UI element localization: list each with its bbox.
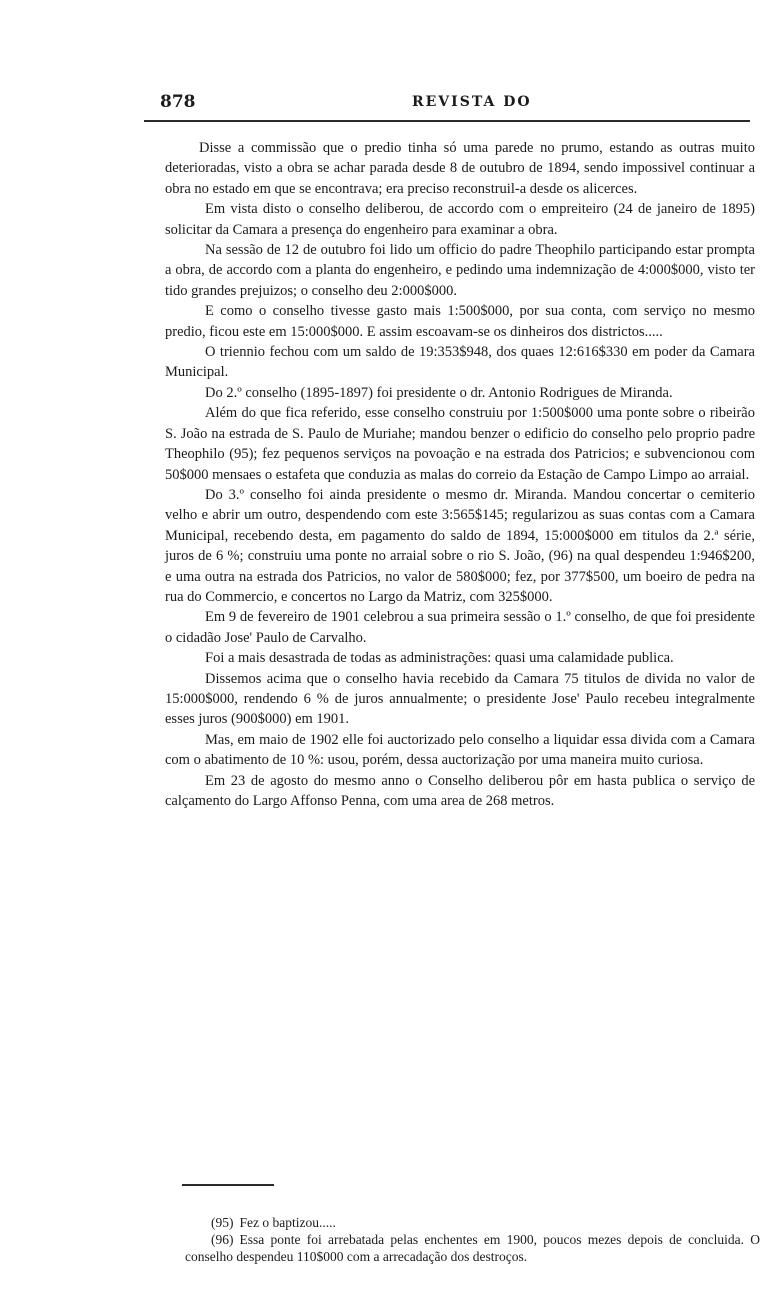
paragraph: Na sessão de 12 de outubro foi lido um officio do padre Theophilo participando estar prompta a obra, de accordo com a planta do engenheiro, e pedindo uma indemnização de 4:000$000, visto ter tido grandes prejuizos; o conselho deu 2:000$000. <box>165 242 755 299</box>
footnote-rule <box>182 1184 274 1186</box>
footnote-marker: (96) <box>211 1232 234 1247</box>
footnote-95 <box>185 1214 760 1231</box>
paragraph: Foi a mais desastrada de todas as administrações: quasi uma calamidade publica. <box>205 650 674 667</box>
paragraph: Em 9 de fevereiro de 1901 celebrou a sua primeira sessão o 1.º conselho, de que foi presidente o cidadão Jose' Paulo de Carvalho. <box>165 609 755 646</box>
paragraph: Em vista disto o conselho deliberou, de accordo com o empreiteiro (24 de janeiro de 1895) solicitar da Camara a presença do engenheiro para examinar a obra. <box>165 201 755 238</box>
footnote-text: Essa ponte foi arrebatada pelas enchentes em 1900, poucos mezes depois de concluida. O conselho despendeu 110$000 com a arrecadação dos destroços. <box>185 1232 760 1264</box>
paragraph: Do 3.º conselho foi ainda presidente o mesmo dr. Miranda. Mandou concertar o cemiterio velho e abrir um outro, despendendo com este 3:565$145; regularizou as suas contas com a Camara Municipal, recebendo desta, em pagamento do saldo de 1894, 15:000$000 em titulos da 2.ª série, juros de 6 %; construiu uma ponte no arraial sobre o rio S. João, (96) na qual despendeu 1:946$200, e uma outra na estrada dos Patricios, no valor de 580$000; fez, por 377$500, um boeiro de pedra na rua do Commercio, e concertos no Largo da Matriz, com 325$000. <box>165 486 755 605</box>
paragraph: Em 23 de agosto do mesmo anno o Conselho deliberou pôr em hasta publica o serviço de calçamento do Largo Affonso Penna, com uma area de 268 metros. <box>165 772 755 809</box>
running-title: REVISTA DO <box>412 94 532 110</box>
footnotes <box>185 1214 760 1265</box>
page-header <box>160 90 750 118</box>
body-text <box>165 138 755 811</box>
paragraph: Dissemos acima que o conselho havia recebido da Camara 75 titulos de divida no valor de 15:000$000, rendendo 6 % de juros annualmente; o presidente Jose' Paulo recebeu integralmente esses juros (900$000) em 1901. <box>165 670 755 728</box>
page-number: 878 <box>160 92 196 112</box>
header-rule <box>144 120 750 122</box>
footnote-96 <box>185 1231 760 1265</box>
footnote-text: Fez o baptizou..... <box>239 1215 336 1230</box>
paragraph: O triennio fechou com um saldo de 19:353$948, dos quaes 12:616$330 em poder da Camara Municipal. <box>165 344 755 381</box>
paragraph: Além do que fica referido, esse conselho construiu por 1:500$000 uma ponte sobre o ribeirão S. João na estrada de S. Paulo de Muriahe; mandou benzer o edificio do conselho pelo proprio padre Theophilo (95); fez pequenos serviços na povoação e na estrada dos Patricios; e subvencionou com 50$000 mensaes o estafeta que conduzia as malas do correio da Estação de Campo Limpo ao arraial. <box>165 405 755 483</box>
paragraph: Mas, em maio de 1902 elle foi auctorizado pelo conselho a liquidar essa divida com a Camara com o abatimento de 10 %: usou, porém, dessa auctorização por uma maneira muito curiosa. <box>165 731 755 769</box>
paragraph: Do 2.º conselho (1895-1897) foi presidente o dr. Antonio Rodrigues de Miranda. <box>205 384 673 401</box>
paragraph: E como o conselho tivesse gasto mais 1:500$000, por sua conta, com serviço no mesmo predio, ficou este em 15:000$000. E assim escoavam-se os dinheiros dos districtos..... <box>165 303 755 340</box>
paragraph: Disse a commissão que o predio tinha só uma parede no prumo, estando as outras muito deterioradas, visto a obra se achar parada desde 8 de outubro de 1894, sendo impossivel continuar a obra no estado em que se encontrava; era preciso reconstruil-a desde os alicerces. <box>165 140 755 197</box>
footnote-marker: (95) <box>211 1215 234 1230</box>
